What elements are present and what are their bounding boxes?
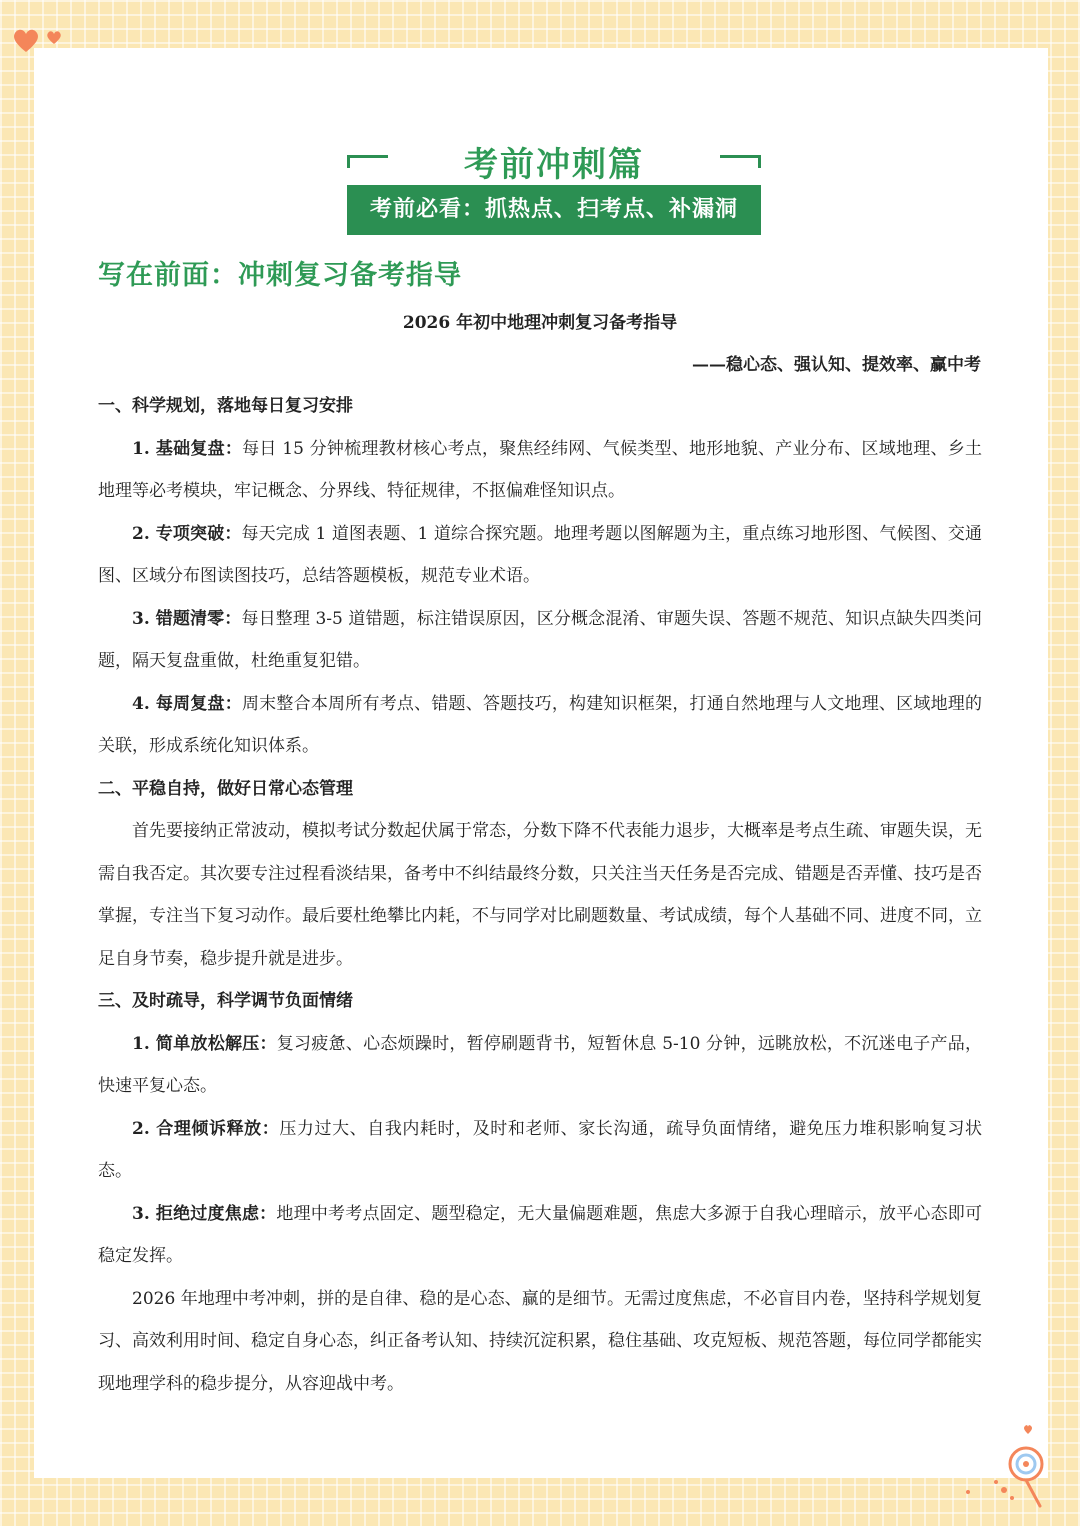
item-text: 地理中考考点固定、题型稳定，无大量偏题难题，焦虑大多源于自我心理暗示，放平心态即可稳定发挥。 [98, 1203, 982, 1266]
section-3-item-1 [98, 1023, 982, 1108]
item-text: 压力过大、自我内耗时，及时和老师、家长沟通，疏导负面情绪，避免压力堆积影响复习状态。 [98, 1118, 983, 1181]
item-lead: 1. 基础复盘： [132, 438, 243, 459]
item-lead: 3. 拒绝过度焦虑： [132, 1203, 277, 1224]
document-subtitle: ——稳心态、强认知、提效率、赢中考 [692, 355, 981, 375]
target-decoration-icon [956, 1420, 1066, 1512]
section-2-paragraph: 首先要接纳正常波动，模拟考试分数起伏属于常态，分数下降不代表能力退步，大概率是考点生疏、审题失误，无需自我否定。其次要专注过程看淡结果，备考中不纠结最终分数，只关注当天任务是否完成、错题是否弄懂、技巧是否掌握，专注当下复习动作。最后要杜绝攀比内耗，不与同学对比刷题数量、考试成绩，每个人基础不同、进度不同，立足自身节奏，稳步提升就是进步。 [98, 821, 982, 969]
section-1-item-3 [98, 598, 982, 683]
section-3-item-3 [98, 1193, 982, 1278]
section-3-item-2 [98, 1108, 982, 1193]
title-banner [347, 135, 761, 235]
item-lead: 1. 简单放松解压： [132, 1033, 277, 1054]
item-text: 复习疲惫、心态烦躁时，暂停刷题背书，短暂休息 5-10 分钟，远眺放松，不沉迷电子产品，快速平复心态。 [98, 1033, 982, 1096]
section-heading: 写在前面：冲刺复习备考指导 [98, 260, 462, 291]
item-lead: 4. 每周复盘： [132, 693, 242, 714]
section-1-heading: 一、科学规划，落地每日复习安排 [98, 396, 353, 416]
item-lead: 2. 专项突破： [132, 523, 242, 544]
section-2-heading: 二、平稳自持，做好日常心态管理 [98, 778, 353, 799]
closing-paragraph: 2026 年地理中考冲刺，拼的是自律、稳的是心态、赢的是细节。无需过度焦虑，不必盲目内卷，坚持科学规划复习、高效利用时间、稳定自身心态，纠正备考认知、持续沉淀积累，稳住基础、攻克短板、规范答题，每位同学都能实现地理学科的稳步提分，从容迎战中考。 [98, 1288, 982, 1394]
item-text: 每天完成 1 道图表题、1 道综合探究题。地理考题以图解题为主，重点练习地形图、气候图、交通图、区域分布图读图技巧，总结答题模板，规范专业术语。 [98, 523, 983, 586]
section-3-heading: 三、及时疏导，科学调节负面情绪 [98, 991, 353, 1011]
item-lead: 2. 合理倾诉释放： [132, 1118, 280, 1139]
item-text: 周末整合本周所有考点、错题、答题技巧，构建知识框架，打通自然地理与人文地理、区域地理的关联，形成系统化知识体系。 [98, 693, 983, 756]
banner-subtitle: 考前必看：抓热点、扫考点、补漏洞 [347, 185, 761, 235]
section-1-item-2 [98, 513, 982, 598]
document-body [98, 385, 982, 1405]
item-text: 每日整理 3-5 道错题，标注错误原因，区分概念混淆、审题失误、答题不规范、知识点缺失四类问题，隔天复盘重做，杜绝重复犯错。 [98, 608, 982, 671]
item-text: 每日 15 分钟梳理教材核心考点，聚焦经纬网、气候类型、地形地貌、产业分布、区域地理、乡土地理等必考模块，牢记概念、分界线、特征规律，不抠偏难怪知识点。 [98, 438, 982, 501]
banner-title: 考前冲刺篇 [464, 145, 644, 185]
document-title: 2026 年初中地理冲刺复习备考指导 [402, 313, 678, 333]
section-1-item-1 [98, 428, 982, 513]
item-lead: 3. 错题清零： [132, 608, 242, 629]
section-1-item-4 [98, 683, 982, 768]
